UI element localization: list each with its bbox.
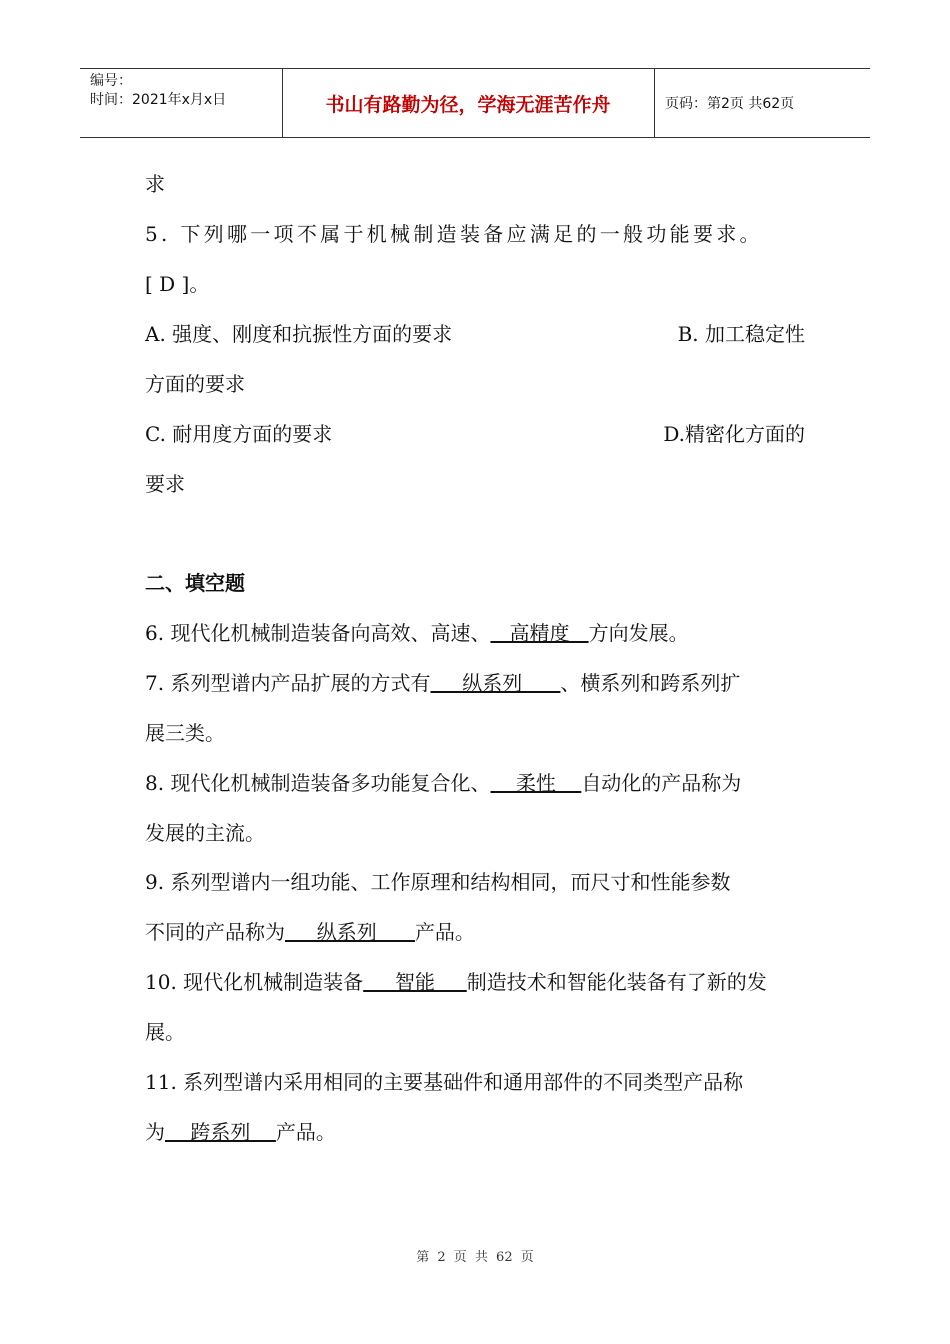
question-text: 、横系列和跨系列扩 [560, 671, 741, 695]
question-text: 制造技术和智能化装备有了新的发 [466, 970, 767, 994]
question-5-answer: [ D ]。 [145, 272, 210, 296]
question-5: 5. 下列哪一项不属于机械制造装备应满足的一般功能要求。 [145, 222, 763, 246]
question-text: 6. 现代化机械制造装备向高效、高速、 [145, 621, 491, 645]
continued-text: 求 [145, 172, 165, 196]
page-header [80, 68, 870, 138]
option-d-cont: 要求 [145, 472, 185, 496]
question-text: 为 [145, 1120, 165, 1144]
question-8-cont: 发展的主流。 [145, 821, 265, 845]
question-8 [145, 769, 741, 797]
question-text: 7. 系列型谱内产品扩展的方式有 [145, 671, 431, 695]
question-7-cont: 展三类。 [145, 721, 225, 745]
answer-blank: 高精度 [490, 621, 589, 645]
header-motto: 书山有路勤为径，学海无涯苦作舟 [325, 93, 611, 116]
question-10 [145, 968, 767, 996]
answer-blank: 柔性 [490, 771, 582, 795]
question-text: 不同的产品称为 [145, 920, 285, 944]
option-d: D.精密化方面的 [663, 422, 805, 446]
question-text: 产品。 [414, 920, 475, 944]
header-divider [654, 69, 655, 137]
answer-blank: 纵系列 [285, 920, 415, 944]
question-11-cont [145, 1118, 336, 1146]
question-6 [145, 619, 689, 647]
question-text: 自动化的产品称为 [581, 771, 742, 795]
section-heading: 二、填空题 [145, 571, 245, 595]
number-label: 编号： [90, 73, 132, 89]
answer-blank: 跨系列 [165, 1120, 276, 1144]
question-text: 10. 现代化机械制造装备 [145, 970, 364, 994]
time-label: 时间：2021年x月x日 [90, 92, 227, 108]
option-b-cont: 方面的要求 [145, 372, 245, 396]
question-11: 11. 系列型谱内采用相同的主要基础件和通用部件的不同类型产品称 [145, 1070, 744, 1094]
option-c: C. 耐用度方面的要求 [145, 422, 333, 446]
option-b: B. 加工稳定性 [677, 322, 805, 346]
question-9-cont [145, 918, 475, 946]
header-meta [90, 72, 226, 110]
answer-blank: 纵系列 [430, 671, 561, 695]
question-7 [145, 669, 740, 697]
question-10-cont: 展。 [145, 1020, 185, 1044]
answer-blank: 智能 [363, 970, 467, 994]
option-a: A. 强度、刚度和抗振性方面的要求 [145, 322, 453, 346]
question-9: 9. 系列型谱内一组功能、工作原理和结构相同，而尺寸和性能参数 [145, 870, 731, 894]
question-text: 8. 现代化机械制造装备多功能复合化、 [145, 771, 491, 795]
question-text: 方向发展。 [588, 621, 689, 645]
question-text: 产品。 [275, 1120, 336, 1144]
page-footer: 第 2 页 共 62 页 [416, 1250, 534, 1265]
header-page-info: 页码：第2页 共62页 [665, 96, 795, 112]
